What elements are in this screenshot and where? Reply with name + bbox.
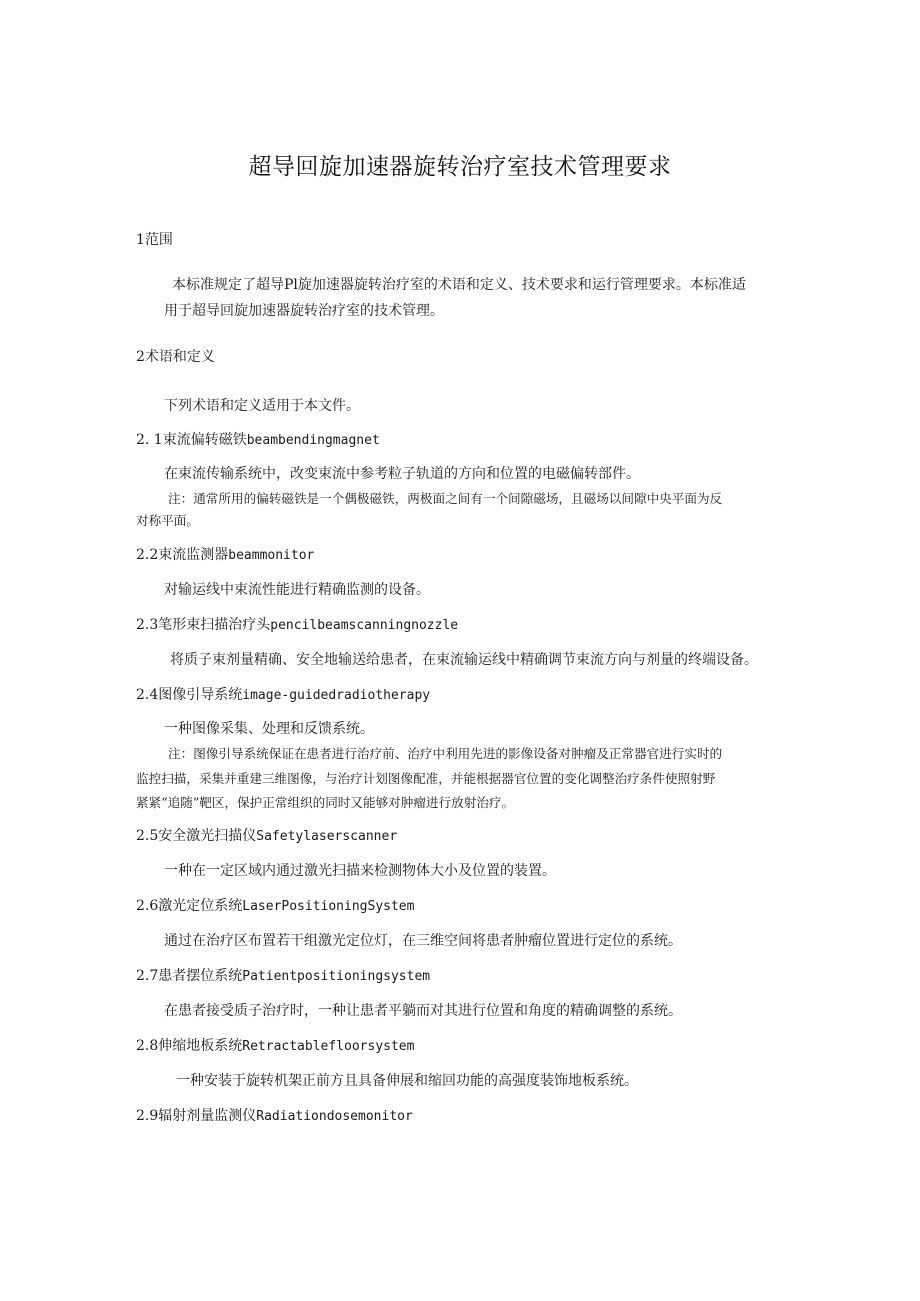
section-2-intro: 下列术语和定义适用于本文件。 — [164, 398, 360, 414]
term-english: image-guidedradiotherapy — [242, 688, 431, 703]
term-2-1-note-line-2: 对称平面。 — [136, 513, 199, 528]
term-number: 2.9 — [136, 1108, 159, 1124]
section-2-heading: 2术语和定义 — [136, 349, 215, 365]
term-2-5-heading — [136, 826, 397, 847]
term-2-2-definition: 对输运线中束流性能进行精确监测的设备。 — [164, 582, 430, 598]
term-english: Safetylaserscanner — [256, 829, 398, 844]
term-chinese: 笔形束扫描治疗头 — [158, 617, 271, 633]
term-2-6-heading — [136, 896, 414, 917]
term-number: 2.6 — [136, 898, 159, 914]
term-chinese: 患者摆位系统 — [158, 968, 243, 984]
term-2-9-heading — [136, 1106, 413, 1127]
term-number: 2.7 — [136, 968, 159, 984]
term-2-6-definition: 通过在治疗区布置若干组激光定位灯，在三维空间将患者肿瘤位置进行定位的系统。 — [164, 933, 682, 949]
term-english: pencilbeamscanningnozzle — [270, 618, 459, 633]
term-2-4-heading — [136, 685, 430, 706]
term-chinese: 激光定位系统 — [158, 898, 243, 914]
term-english: Radiationdosemonitor — [256, 1109, 413, 1124]
scope-paragraph-line-1: 本标准规定了超导Pl旋加速器旋转治疗室的术语和定义、技术要求和运行管理要求。本标准适 — [172, 277, 746, 293]
term-number: 2.5 — [136, 828, 159, 844]
term-chinese: 束流偏转磁铁 — [162, 432, 247, 448]
term-2-7-definition: 在患者接受质子治疗时，一种让患者平躺而对其进行位置和角度的精确调整的系统。 — [164, 1003, 682, 1019]
term-2-1-definition: 在束流传输系统中，改变束流中参考粒子轨道的方向和位置的电磁偏转部件。 — [164, 466, 640, 482]
term-2-5-definition: 一种在一定区域内通过激光扫描来检测物体大小及位置的装置。 — [164, 863, 556, 879]
term-english: beammonitor — [228, 548, 315, 563]
term-english: beambendingmagnet — [246, 433, 380, 448]
term-2-4-note-line-3: 紧紧“追随”靶区，保护正常组织的同时又能够对肿瘤进行放射治疗。 — [136, 795, 515, 810]
document-title: 超导回旋加速器旋转治疗室技术管理要求 — [248, 154, 672, 180]
term-chinese: 图像引导系统 — [158, 687, 243, 703]
term-2-8-definition: 一种安装于旋转机架正前方且具备伸展和缩回功能的高强度装饰地板系统。 — [176, 1073, 638, 1089]
term-2-3-definition: 将质子束剂量精确、安全地输送给患者，在束流输运线中精确调节束流方向与剂量的终端设备。 — [170, 652, 758, 668]
term-2-1-note-line-1: 注：通常所用的偏转磁铁是一个偶极磁铁，两极面之间有一个间隙磁场，且磁场以间隙中央平面为反 — [168, 491, 723, 506]
term-2-4-definition: 一种图像采集、处理和反馈系统。 — [164, 721, 374, 737]
term-2-8-heading — [136, 1036, 414, 1057]
term-2-4-note-line-1: 注：图像引导系统保证在患者进行治疗前、治疗中利用先进的影像设备对肿瘤及正常器官进行实时的 — [168, 746, 723, 761]
term-number: 2.2 — [136, 547, 159, 563]
term-2-4-note-line-2: 监控扫描，采集并重建三维图像，与治疗计划图像配准，并能根据器官位置的变化调整治疗条件使照射野 — [136, 771, 716, 786]
term-number: 2.3 — [136, 617, 159, 633]
term-chinese: 伸缩地板系统 — [158, 1038, 243, 1054]
term-2-1-heading — [136, 430, 380, 451]
term-english: Retractablefloorsystem — [242, 1039, 415, 1054]
term-2-2-heading — [136, 545, 314, 566]
term-chinese: 安全激光扫描仪 — [158, 828, 257, 844]
term-2-7-heading — [136, 966, 430, 987]
term-chinese: 束流监测器 — [158, 547, 229, 563]
section-1-heading: 1范围 — [136, 232, 173, 248]
scope-paragraph-line-2: 用于超导回旋加速器旋转治疗室的技术管理。 — [164, 303, 444, 319]
term-2-3-heading — [136, 615, 458, 636]
term-number: 2. 1 — [136, 432, 163, 448]
term-number: 2.4 — [136, 687, 159, 703]
term-chinese: 辐射剂量监测仪 — [158, 1108, 257, 1124]
term-english: LaserPositioningSystem — [242, 899, 415, 914]
term-number: 2.8 — [136, 1038, 159, 1054]
term-english: Patientpositioningsystem — [242, 969, 431, 984]
